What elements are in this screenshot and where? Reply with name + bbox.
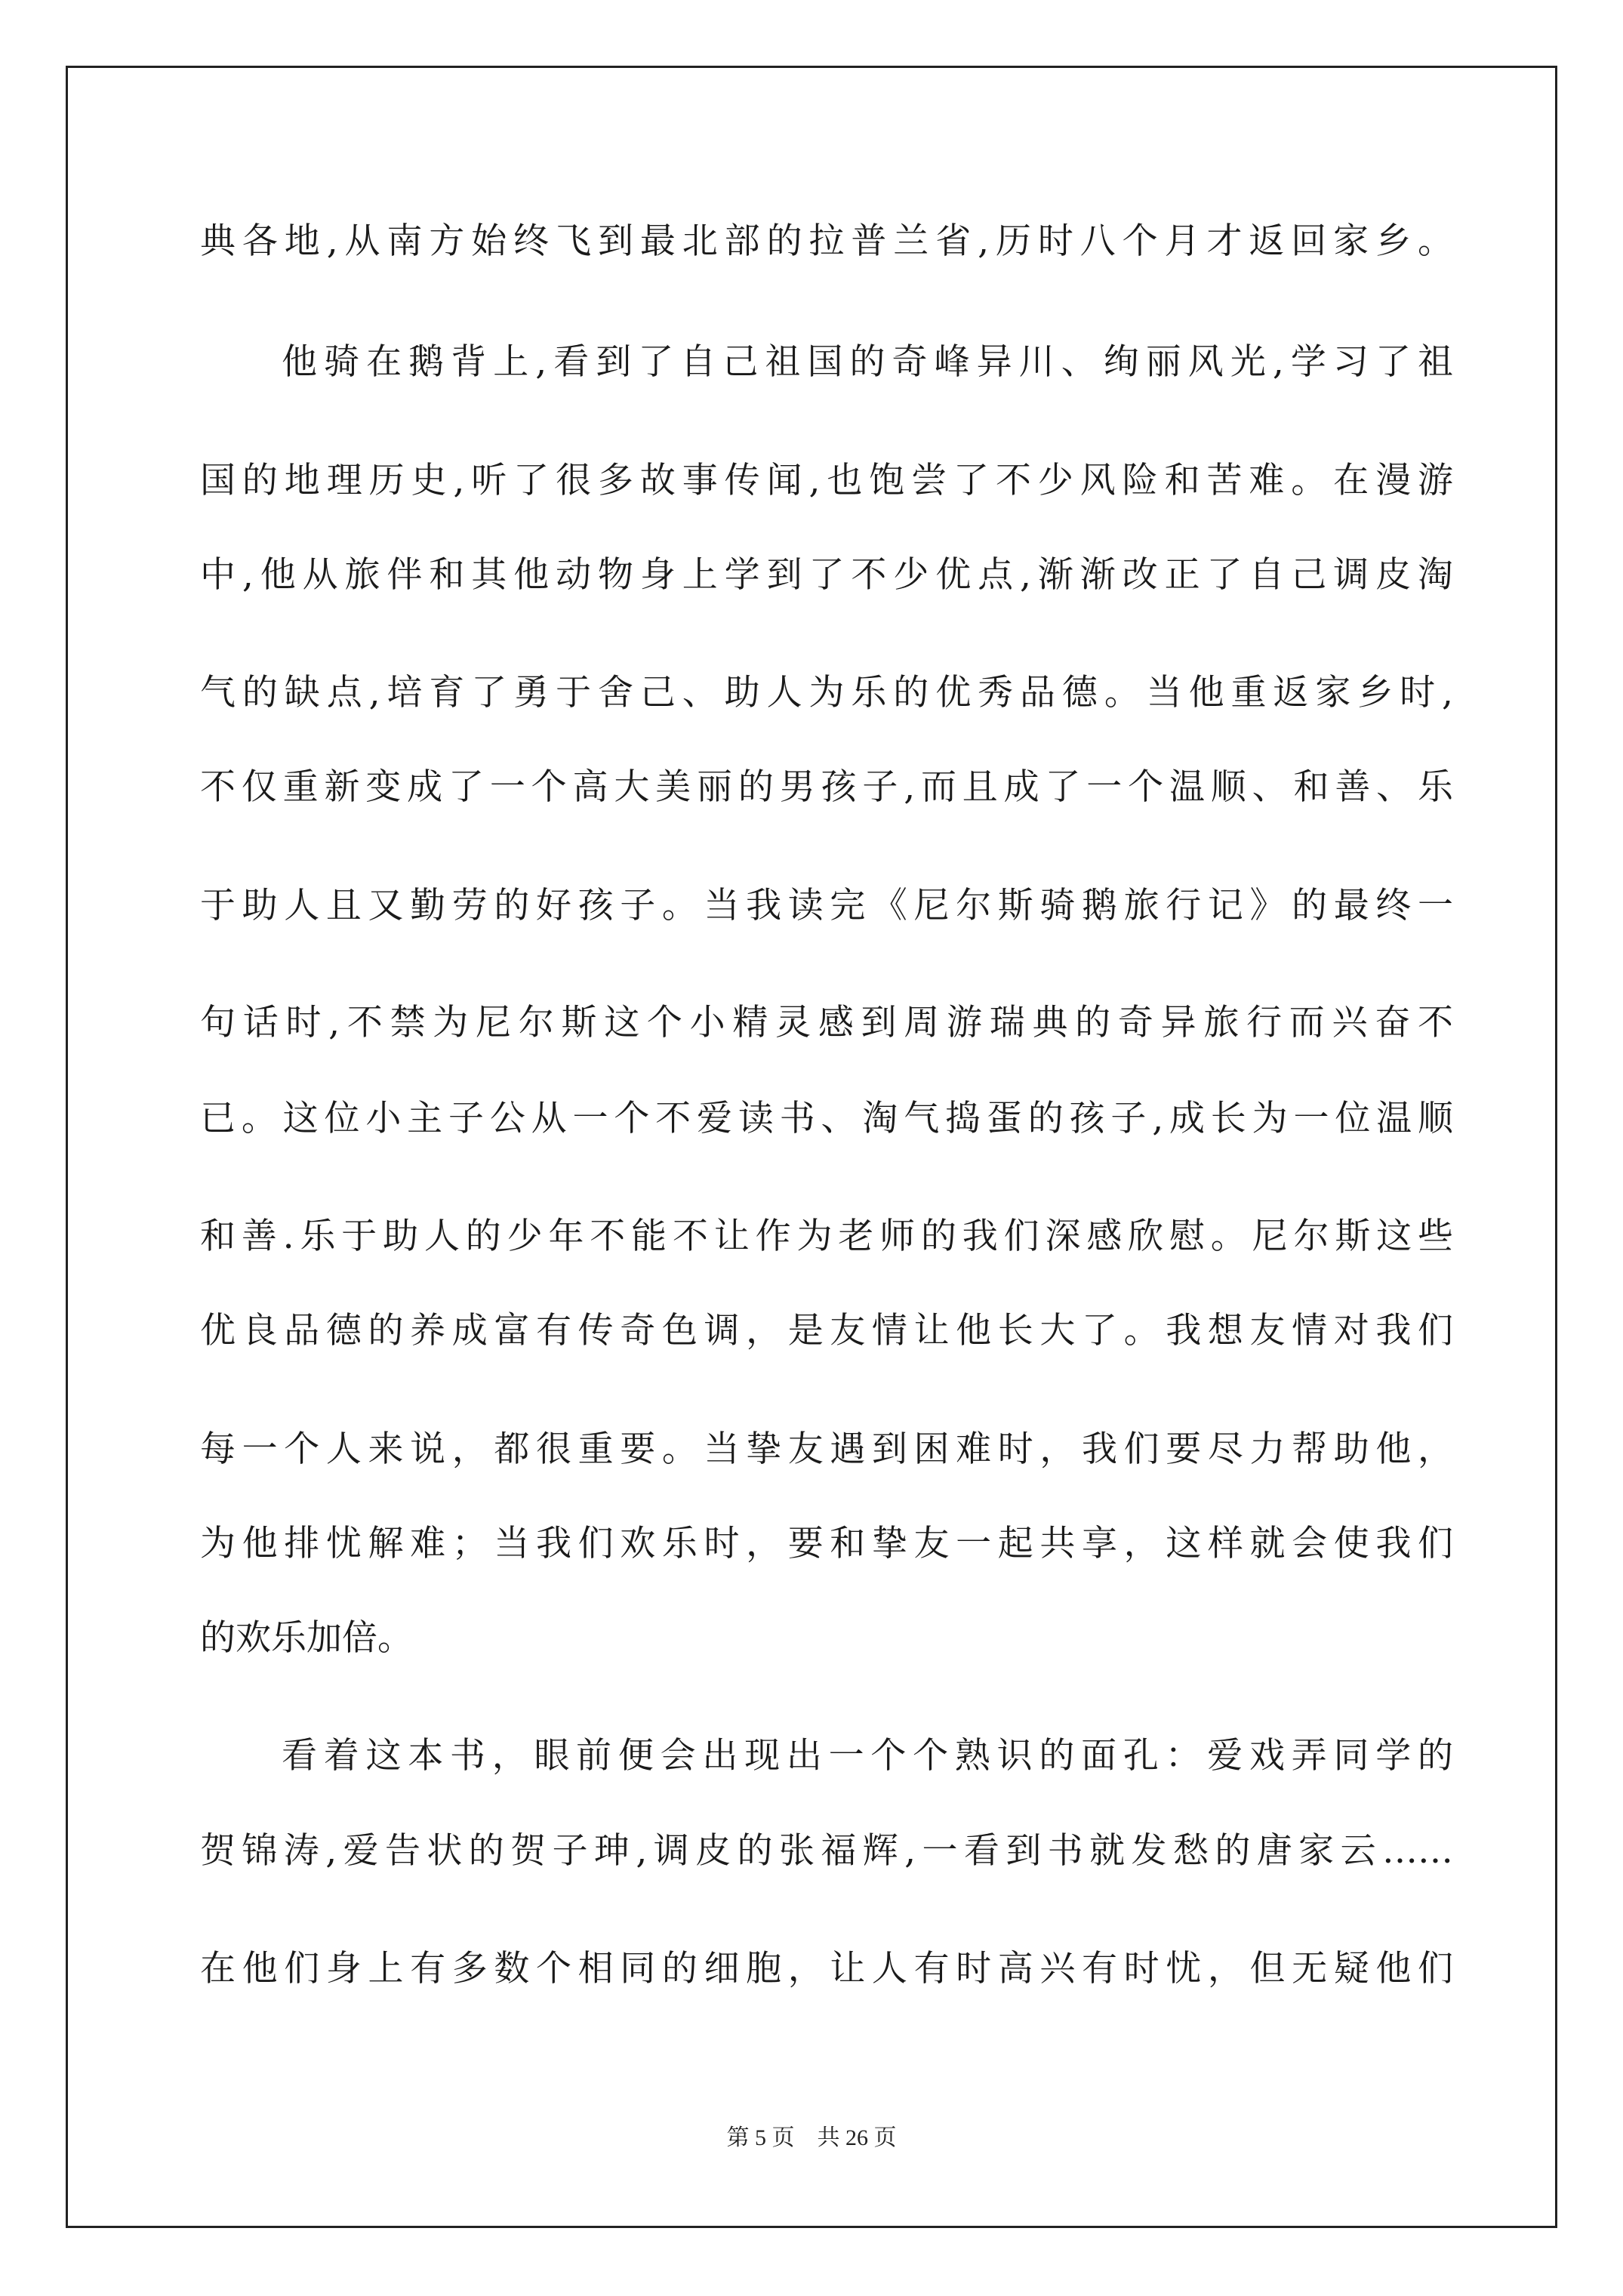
paragraph-line: 优良品德的养成富有传奇色调，是友情让他长大了。我想友情对我们 <box>200 1310 1453 1351</box>
paragraph-line: 的欢乐加倍。 <box>200 1617 413 1659</box>
paragraph-line: 气的缺点,培育了勇于舍己、助人为乐的优秀品德。当他重返家乡时, <box>200 672 1453 713</box>
paragraph-line: 于助人且又勤劳的好孩子。当我读完《尼尔斯骑鹅旅行记》的最终一 <box>200 885 1453 926</box>
paragraph-line: 句话时,不禁为尼尔斯这个小精灵感到周游瑞典的奇异旅行而兴奋不 <box>200 1002 1453 1043</box>
paragraph-line: 他骑在鹅背上,看到了自己祖国的奇峰异川、绚丽风光,学习了祖 <box>282 341 1453 383</box>
paragraph-line: 中,他从旅伴和其他动物身上学到了不少优点,渐渐改正了自己调皮淘 <box>200 554 1453 596</box>
paragraph-line: 每一个人来说，都很重要。当挚友遇到困难时，我们要尽力帮助他， <box>200 1428 1453 1470</box>
page-border <box>66 66 1557 2228</box>
paragraph-line: 贺锦涛,爱告状的贺子珅,调皮的张福辉,一看到书就发愁的唐家云…… <box>200 1830 1453 1872</box>
paragraph-line: 已。这位小主子公从一个不爱读书、淘气捣蛋的孩子,成长为一位温顺 <box>200 1098 1453 1139</box>
paragraph-line: 典各地,从南方始终飞到最北部的拉普兰省,历时八个月才返回家乡。 <box>200 220 1453 262</box>
paragraph-line: 为他排忧解难；当我们欢乐时，要和挚友一起共享，这样就会使我们 <box>200 1523 1453 1564</box>
paragraph-line: 看着这本书，眼前便会出现出一个个熟识的面孔：爱戏弄同学的 <box>282 1735 1453 1777</box>
paragraph-line: 国的地理历史,听了很多故事传闻,也饱尝了不少风险和苦难。在漫游 <box>200 460 1453 501</box>
page-number-footer: 第 5 页 共 26 页 <box>726 2125 897 2150</box>
paragraph-line: 不仅重新变成了一个高大美丽的男孩子,而且成了一个温顺、和善、乐 <box>200 766 1453 808</box>
paragraph-line: 在他们身上有多数个相同的细胞，让人有时高兴有时忧，但无疑他们 <box>200 1948 1453 1989</box>
paragraph-line: 和善.乐于助人的少年不能不让作为老师的我们深感欣慰。尼尔斯这些 <box>200 1216 1453 1257</box>
